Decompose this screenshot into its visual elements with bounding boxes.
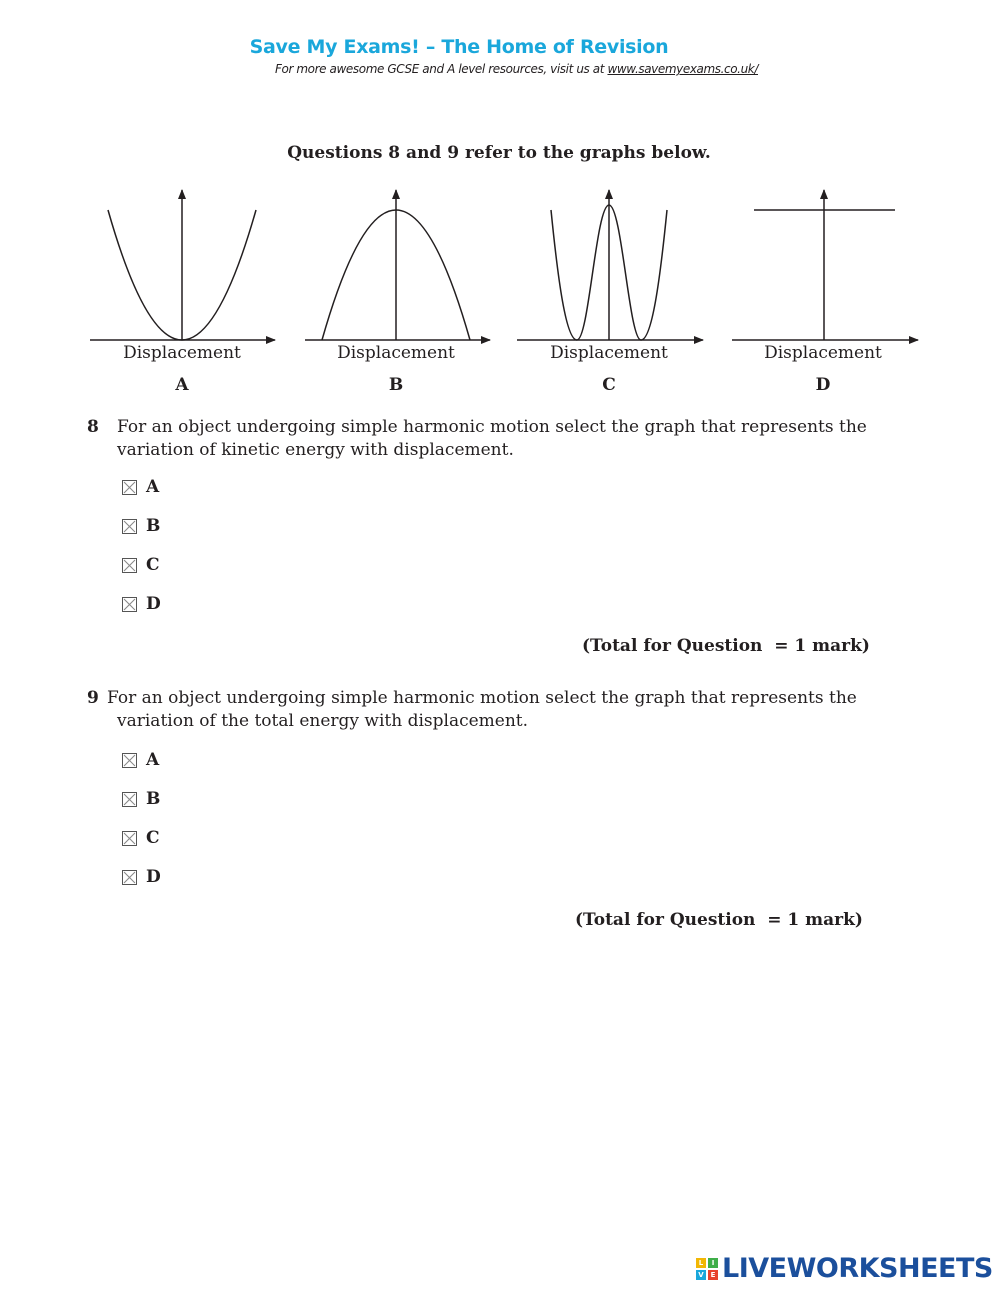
graph-d-label: Displacement [764, 343, 882, 363]
q8-option-c-label: C [146, 555, 160, 575]
graph-c-letter: C [602, 375, 616, 395]
question-9-number: 9 [87, 688, 99, 708]
question-8-line1: For an object undergoing simple harmonic motion select the graph that represents the [117, 417, 867, 437]
header-link[interactable]: www.savemyexams.co.uk/ [607, 62, 758, 76]
q9-option-a-label: A [146, 750, 160, 770]
q9-option-c[interactable] [122, 828, 160, 848]
q8-option-a[interactable] [122, 477, 159, 497]
logo-letter-v: V [696, 1270, 706, 1280]
q8-option-c[interactable] [122, 555, 160, 575]
q8-option-a-label: A [146, 477, 160, 497]
header-title: Save My Exams! – The Home of Revision [249, 36, 669, 58]
question-8-text [117, 416, 867, 462]
checkbox-icon[interactable] [122, 792, 137, 807]
q8-option-b[interactable] [122, 516, 160, 536]
question-8-number: 8 [87, 417, 99, 437]
header-subtitle-text: For more awesome GCSE and A level resources, visit us at [275, 62, 608, 76]
question-8-line2: variation of kinetic energy with displacement. [117, 440, 514, 460]
q9-option-d-label: D [146, 867, 161, 887]
question-9-line1: For an object undergoing simple harmonic motion select the graph that represents the [107, 688, 857, 708]
q8-option-d[interactable] [122, 594, 161, 614]
graph-a-letter: A [175, 375, 189, 395]
graph-d-letter: D [815, 375, 831, 395]
checkbox-icon[interactable] [122, 831, 137, 846]
q9-option-d[interactable] [122, 867, 161, 887]
logo-letter-l: L [696, 1258, 706, 1268]
checkbox-icon[interactable] [122, 558, 137, 573]
graph-b-letter: B [388, 375, 404, 395]
q9-option-a[interactable] [122, 750, 159, 770]
checkbox-icon[interactable] [122, 753, 137, 768]
checkbox-icon[interactable] [122, 870, 137, 885]
graph-a-label: Displacement [123, 343, 241, 363]
q8-option-d-label: D [146, 594, 161, 614]
checkbox-icon[interactable] [122, 597, 137, 612]
graph-c-label: Displacement [550, 343, 668, 363]
q9-option-b-label: B [146, 789, 161, 809]
logo-letter-i: I [708, 1258, 718, 1268]
liveworksheets-logo [696, 1253, 993, 1284]
checkbox-icon[interactable] [122, 480, 137, 495]
graph-c [517, 190, 703, 340]
question-8-total: (Total for Question = 1 mark) [582, 636, 870, 656]
intro-text: Questions 8 and 9 refer to the graphs below. [287, 143, 711, 163]
q8-option-b-label: B [146, 516, 161, 536]
graph-a [90, 190, 275, 340]
liveworksheets-brand: LIVEWORKSHEETS [722, 1253, 993, 1284]
header-subtitle [275, 62, 758, 76]
graph-b-label: Displacement [337, 343, 455, 363]
liveworksheets-logo-icon [696, 1258, 718, 1280]
question-9-line2: variation of the total energy with displacement. [117, 711, 529, 731]
graph-d [732, 190, 918, 340]
q9-option-c-label: C [146, 828, 160, 848]
question-9-total: (Total for Question = 1 mark) [575, 910, 863, 930]
checkbox-icon[interactable] [122, 519, 137, 534]
logo-letter-e: E [708, 1270, 718, 1280]
graphs-figure [0, 180, 1000, 400]
q9-option-b[interactable] [122, 789, 160, 809]
graph-b [305, 190, 490, 340]
